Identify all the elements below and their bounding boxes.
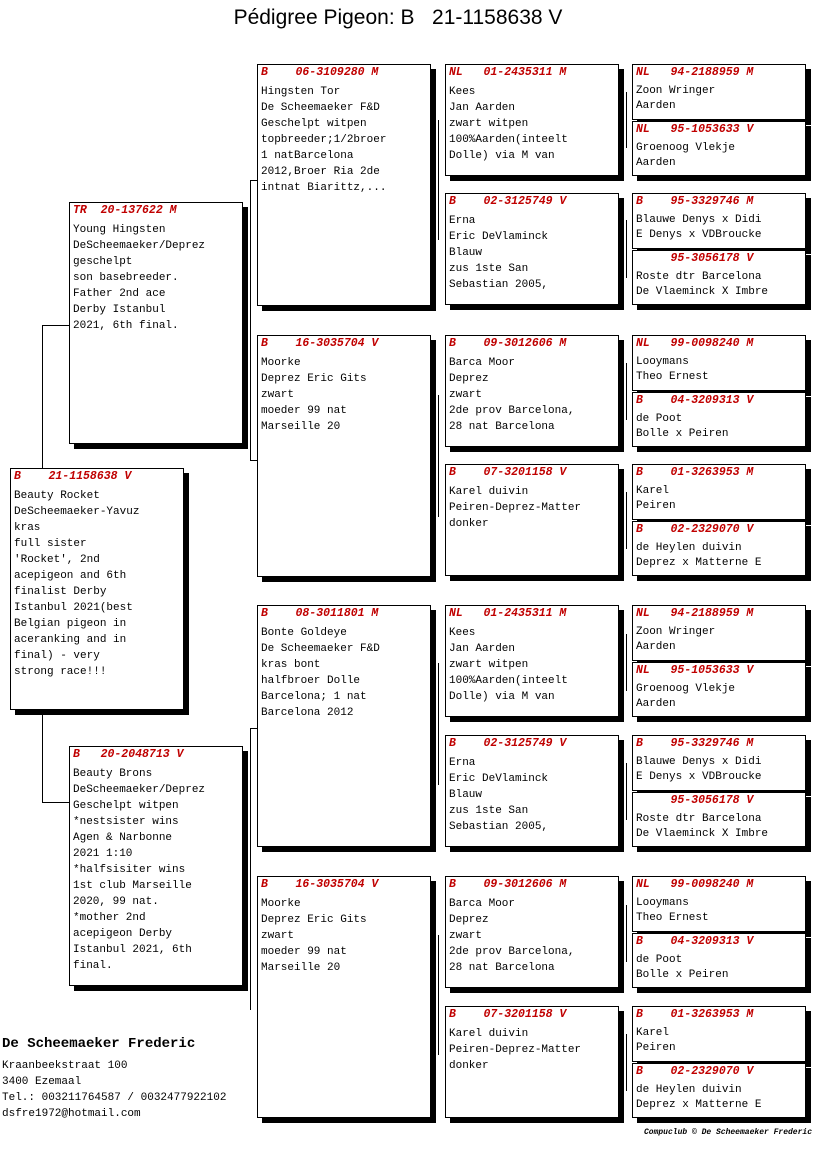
- pigeon-info: Erna Eric DeVlaminck Blauw zus 1ste San Sebastian 2005,: [449, 757, 549, 833]
- connector-line: [42, 325, 43, 469]
- connector-line: [626, 1034, 627, 1091]
- pigeon-info: Bonte Goldeye De Scheemaeker F&D kras bont halfbroer Dolle Barcelona; 1 nat Barcelona 2012: [261, 627, 380, 719]
- ring-number: B 20-2048713 V: [73, 748, 184, 761]
- pigeon-info: Kees Jan Aarden zwart witpen 100%Aarden(inteelt Dolle) via M van: [449, 86, 568, 162]
- pigeon-card-father[interactable]: [69, 202, 243, 444]
- pigeon-card-g4-13[interactable]: [632, 876, 806, 932]
- connector-line: [42, 712, 43, 802]
- pigeon-info: Looymans Theo Ernest: [636, 897, 709, 924]
- ring-number: NL 95-1053633 V: [636, 664, 754, 677]
- pigeon-card-g4-1[interactable]: [632, 64, 806, 120]
- pigeon-info: Karel duivin Peiren-Deprez-Matter donker: [449, 1028, 582, 1072]
- ring-number: TR 20-137622 M: [73, 204, 177, 217]
- connector-line: [626, 363, 627, 420]
- pigeon-card-g4-6[interactable]: [632, 392, 806, 447]
- connector-line: [626, 634, 627, 691]
- ring-number: B 95-3329746 M: [636, 737, 754, 750]
- pigeon-card-g4-16[interactable]: [632, 1063, 806, 1118]
- pigeon-card-g4-11[interactable]: [632, 735, 806, 791]
- ring-number: B 01-3263953 M: [636, 1008, 754, 1021]
- pigeon-info: Zoon Wringer Aarden: [636, 85, 716, 112]
- ring-number: B 02-2329070 V: [636, 523, 754, 536]
- pigeon-info: de Poot Bolle x Peiren: [636, 954, 729, 981]
- connector-line: [42, 325, 70, 326]
- ring-number: NL 99-0098240 M: [636, 337, 754, 350]
- ring-number: B 07-3201158 V: [449, 1008, 567, 1021]
- pigeon-card-mmm[interactable]: [445, 1006, 619, 1118]
- ring-number: B 08-3011801 M: [261, 607, 379, 620]
- connector-line: [438, 663, 439, 785]
- software-credit: Compuclub © De Scheemaeker Frederic: [643, 1128, 812, 1137]
- pigeon-info: Barca Moor Deprez zwart 2de prov Barcelona, 28 nat Barcelona: [449, 357, 575, 433]
- ring-number: B 21-1158638 V: [14, 470, 132, 483]
- ring-number: B 07-3201158 V: [449, 466, 567, 479]
- page-title: Pédigree Pigeon: B 21-1158638 V: [233, 6, 563, 29]
- ring-number: NL 01-2435311 M: [449, 607, 567, 620]
- connector-line: [626, 763, 627, 820]
- pigeon-info: Beauty Rocket DeScheemaeker-Yavuz kras full sister 'Rocket', 2nd acepigeon and 6th finalist Derby Istanbul 2021(best Belgian pigeon in aceranking and in final) - very strong race!!!: [14, 490, 140, 678]
- ring-number: B 06-3109280 M: [261, 66, 379, 79]
- owner-email[interactable]: dsfre1972@hotmail.com: [2, 1108, 141, 1120]
- pigeon-card-mff[interactable]: [445, 605, 619, 717]
- pigeon-info: Karel Peiren: [636, 485, 676, 512]
- pigeon-info: Groenoog Vlekje Aarden: [636, 142, 736, 169]
- pigeon-info: Roste dtr Barcelona De Vlaeminck X Imbre: [636, 271, 769, 298]
- ring-number: B 02-2329070 V: [636, 1065, 754, 1078]
- ring-number: B 16-3035704 V: [261, 337, 379, 350]
- pigeon-info: Looymans Theo Ernest: [636, 356, 709, 383]
- pigeon-info: Moorke Deprez Eric Gits zwart moeder 99 nat Marseille 20: [261, 357, 367, 433]
- pigeon-card-fmf[interactable]: [445, 335, 619, 447]
- pigeon-card-g4-14[interactable]: [632, 933, 806, 988]
- ring-number: B 95-3329746 M: [636, 195, 754, 208]
- pigeon-card-g4-9[interactable]: [632, 605, 806, 661]
- pigeon-card-g4-15[interactable]: [632, 1006, 806, 1062]
- ring-number: B 02-3125749 V: [449, 195, 567, 208]
- pigeon-card-mother[interactable]: [69, 746, 243, 986]
- pigeon-card-subject[interactable]: [10, 468, 184, 710]
- ring-number: NL 94-2188959 M: [636, 607, 754, 620]
- ring-number: B 09-3012606 M: [449, 337, 567, 350]
- pigeon-card-g4-7[interactable]: [632, 464, 806, 520]
- ring-number: B 02-3125749 V: [449, 737, 567, 750]
- pigeon-info: Beauty Brons DeScheemaeker/Deprez Geschelpt witpen *nestsister wins Agen & Narbonne 2021 1:10 *halfsisiter wins 1st club Marseille 2020, 99 nat. *mother 2nd acepigeon Derby Istanbul 2021, 6th final.: [73, 768, 206, 972]
- ring-number: B 04-3209313 V: [636, 394, 754, 407]
- connector-line: [250, 180, 251, 460]
- ring-number: B 01-3263953 M: [636, 466, 754, 479]
- pigeon-card-g4-5[interactable]: [632, 335, 806, 391]
- pigeon-card-g4-3[interactable]: [632, 193, 806, 249]
- pigeon-info: Groenoog Vlekje Aarden: [636, 683, 736, 710]
- pigeon-card-g4-4[interactable]: [632, 250, 806, 305]
- connector-line: [438, 120, 439, 240]
- pigeon-info: Roste dtr Barcelona De Vlaeminck X Imbre: [636, 813, 769, 840]
- pigeon-info: de Poot Bolle x Peiren: [636, 413, 729, 440]
- pigeon-card-mm[interactable]: [257, 876, 431, 1118]
- pigeon-card-mf[interactable]: [257, 605, 431, 847]
- pigeon-info: de Heylen duivin Deprez x Matterne E: [636, 1084, 762, 1111]
- connector-line: [250, 1009, 251, 1010]
- pigeon-card-g4-8[interactable]: [632, 521, 806, 576]
- pigeon-info: Erna Eric DeVlaminck Blauw zus 1ste San Sebastian 2005,: [449, 215, 549, 291]
- pigeon-card-mfm[interactable]: [445, 735, 619, 847]
- pigeon-info: Hingsten Tor De Scheemaeker F&D Geschelpt witpen topbreeder;1/2broer 1 natBarcelona 2012,Broer Ria 2de intnat Biarittz,...: [261, 86, 387, 194]
- pigeon-card-fm[interactable]: [257, 335, 431, 577]
- connector-line: [250, 728, 251, 1009]
- pigeon-info: de Heylen duivin Deprez x Matterne E: [636, 542, 762, 569]
- pigeon-card-fmm[interactable]: [445, 464, 619, 576]
- pigeon-card-g4-2[interactable]: [632, 121, 806, 176]
- ring-number: 95-3056178 V: [636, 794, 754, 807]
- connector-line: [626, 492, 627, 549]
- pigeon-card-g4-10[interactable]: [632, 662, 806, 717]
- pigeon-info: Young Hingsten DeScheemaeker/Deprez geschelpt son basebreeder. Father 2nd ace Derby Istanbul 2021, 6th final.: [73, 224, 206, 332]
- ring-number: B 16-3035704 V: [261, 878, 379, 891]
- ring-number: NL 01-2435311 M: [449, 66, 567, 79]
- ring-number: 95-3056178 V: [636, 252, 754, 265]
- connector-line: [626, 220, 627, 278]
- connector-line: [42, 802, 70, 803]
- owner-name: De Scheemaeker Frederic: [2, 1036, 196, 1052]
- ring-number: NL 95-1053633 V: [636, 123, 754, 136]
- pigeon-info: Karel Peiren: [636, 1027, 676, 1054]
- pigeon-info: Zoon Wringer Aarden: [636, 626, 716, 653]
- connector-line: [626, 905, 627, 962]
- pigeon-card-ff[interactable]: [257, 64, 431, 306]
- pigeon-info: Blauwe Denys x Didi E Denys x VDBroucke: [636, 214, 762, 241]
- ring-number: NL 99-0098240 M: [636, 878, 754, 891]
- owner-phone: Tel.: 003211764587 / 0032477922102: [2, 1092, 227, 1104]
- owner-street: Kraanbeekstraat 100: [2, 1060, 128, 1072]
- ring-number: B 04-3209313 V: [636, 935, 754, 948]
- pigeon-info: Barca Moor Deprez zwart 2de prov Barcelona, 28 nat Barcelona: [449, 898, 575, 974]
- owner-city: 3400 Ezemaal: [2, 1076, 82, 1088]
- pigeon-info: Karel duivin Peiren-Deprez-Matter donker: [449, 486, 582, 530]
- pigeon-card-mmf[interactable]: [445, 876, 619, 988]
- pigeon-info: Blauwe Denys x Didi E Denys x VDBroucke: [636, 756, 762, 783]
- connector-line: [626, 92, 627, 148]
- pigeon-info: Moorke Deprez Eric Gits zwart moeder 99 nat Marseille 20: [261, 898, 367, 974]
- ring-number: NL 94-2188959 M: [636, 66, 754, 79]
- ring-number: B 09-3012606 M: [449, 878, 567, 891]
- connector-line: [438, 395, 439, 517]
- connector-line: [438, 935, 439, 1055]
- pigeon-card-g4-12[interactable]: [632, 792, 806, 847]
- pigeon-card-fff[interactable]: [445, 64, 619, 176]
- pigeon-info: Kees Jan Aarden zwart witpen 100%Aarden(inteelt Dolle) via M van: [449, 627, 568, 703]
- pigeon-card-ffm[interactable]: [445, 193, 619, 305]
